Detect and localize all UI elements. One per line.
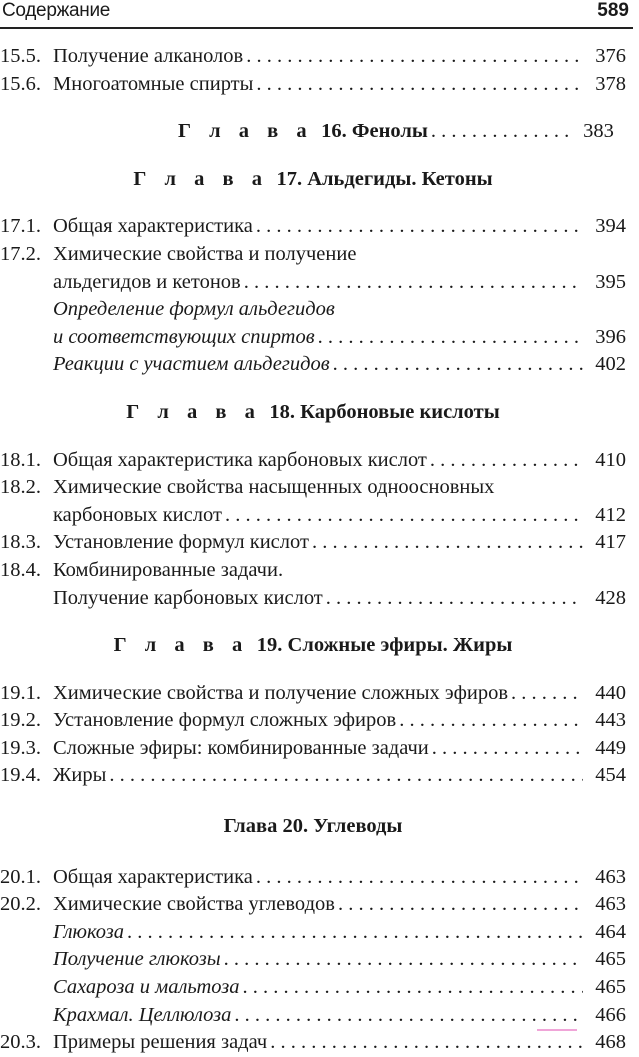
page-ref: 402 (595, 353, 626, 376)
section-title: Получение карбоновых кислот (53, 586, 323, 609)
toc-entry[interactable] (0, 529, 626, 557)
toc-subentry[interactable] (0, 324, 626, 352)
toc-subentry[interactable] (0, 351, 626, 379)
section-number: 18.1. (0, 448, 41, 471)
dot-leader (127, 919, 583, 946)
dot-leader (270, 1029, 583, 1056)
section-number: 15.5. (0, 45, 41, 67)
dot-leader (224, 946, 583, 973)
section-title: Установление формул сложных эфиров (53, 709, 397, 732)
chapter-title: 18. Карбоновые кислоты (269, 400, 500, 423)
chapter-title: 19. Сложные эфиры. Жиры (256, 634, 513, 657)
toc-entry[interactable] (0, 71, 626, 99)
page-ref: 410 (595, 448, 626, 471)
page-ref: 412 (595, 503, 626, 526)
page-ref: 465 (595, 976, 626, 999)
chapter-title: 17. Альдегиды. Кетоны (276, 167, 493, 190)
toc-entry[interactable] (0, 762, 626, 790)
toc-entry-continuation[interactable] (0, 502, 626, 530)
dot-leader (246, 43, 583, 70)
toc-entry[interactable] (0, 707, 626, 735)
page-ref: 378 (595, 72, 626, 95)
section-title: Химические свойства насыщенных одноосновных (53, 476, 495, 499)
section-title: альдегидов и кетонов (53, 270, 241, 293)
subsection-title: Реакции с участием альдегидов (53, 353, 330, 376)
toc-entry[interactable] (0, 680, 626, 708)
chapter-word: Г л а в а (178, 120, 314, 143)
chapter-word: Г л а в а (133, 167, 269, 190)
page-ref: 394 (595, 215, 626, 238)
page-ref: 465 (595, 948, 626, 971)
toc-subentry[interactable] (0, 974, 626, 1002)
running-title: Содержание (2, 0, 111, 21)
dot-leader (511, 680, 583, 707)
toc-entry[interactable] (0, 557, 626, 585)
page-ref: 428 (595, 586, 626, 609)
page-number: 589 (597, 0, 629, 21)
section-title: Химические свойства углеводов (53, 893, 335, 916)
toc-entry-continuation[interactable] (0, 269, 626, 297)
section-title: Примеры решения задач (53, 1031, 268, 1054)
section-title: Установление формул кислот (53, 531, 309, 554)
section-number: 19.4. (0, 764, 41, 787)
toc-subentry[interactable] (0, 296, 626, 324)
chapter-heading-20[interactable] (0, 813, 626, 841)
page-ref: 376 (595, 45, 626, 67)
page-ref: 464 (595, 920, 626, 943)
dot-leader (318, 324, 583, 351)
toc-entry[interactable] (0, 447, 626, 475)
page-ref: 466 (595, 1003, 626, 1026)
dot-leader (242, 974, 583, 1001)
page-ref: 449 (595, 736, 626, 759)
section-title: Многоатомные спирты (53, 72, 254, 95)
toc-entry[interactable] (0, 43, 626, 71)
section-number: 20.1. (0, 865, 41, 888)
page-ref: 454 (595, 764, 626, 787)
page-ref: 463 (595, 893, 626, 916)
subsection-title: Крахмал. Целлюлоза (53, 1003, 232, 1026)
section-number: 20.3. (0, 1031, 41, 1054)
chapter-word: Г л а в а (113, 634, 249, 657)
subsection-title: Определение формул альдегидов (53, 298, 335, 321)
section-title: Химические свойства и получение сложных эфиров (53, 681, 509, 704)
chapter-title: Глава 20. Углеводы (223, 815, 403, 838)
section-number: 18.3. (0, 531, 41, 554)
dot-leader (225, 502, 583, 529)
section-title: Общая характеристика (53, 865, 253, 888)
dot-leader (432, 735, 583, 762)
subsection-title: Сахароза и мальтоза (53, 976, 240, 999)
page-ref: 395 (595, 270, 626, 293)
section-number: 19.2. (0, 709, 41, 732)
dot-leader (326, 585, 583, 612)
dot-leader (256, 864, 583, 891)
dot-leader (430, 447, 583, 474)
toc-entry[interactable] (0, 864, 626, 892)
dot-leader (256, 71, 583, 98)
subsection-title: Глюкоза (53, 920, 124, 943)
chapter-title: 16. Фенолы (321, 120, 428, 143)
section-title: Получение алканолов (53, 45, 244, 67)
subsection-title: и соответствующих спиртов (53, 325, 315, 348)
toc-entry[interactable] (0, 1029, 626, 1057)
dot-leader (256, 213, 583, 240)
toc-entry[interactable] (0, 241, 626, 269)
section-title: карбоновых кислот (53, 503, 222, 526)
dot-leader (312, 529, 583, 556)
chapter-word: Г л а в а (126, 400, 262, 423)
section-number: 17.1. (0, 215, 41, 238)
section-title: Общая характеристика карбоновых кислот (53, 448, 427, 471)
page-ref: 383 (583, 120, 614, 143)
dot-leader (399, 707, 583, 734)
toc-entry[interactable] (0, 474, 626, 502)
chapter-heading-18[interactable] (0, 399, 626, 427)
page-ref: 396 (595, 325, 626, 348)
toc-subentry[interactable] (0, 1002, 626, 1030)
dot-leader (338, 891, 583, 918)
page-ref: 468 (595, 1031, 626, 1054)
dot-leader (234, 1002, 583, 1029)
toc-entry[interactable] (0, 891, 626, 919)
toc-subentry[interactable] (0, 946, 626, 974)
section-number: 19.3. (0, 736, 41, 759)
section-number: 15.6. (0, 72, 41, 95)
section-title: Комбинированные задачи. (53, 558, 284, 581)
section-number: 17.2. (0, 242, 41, 265)
section-number: 19.1. (0, 681, 41, 704)
toc-entry[interactable] (0, 735, 626, 763)
toc-entry-continuation[interactable] (0, 585, 626, 613)
table-of-contents (0, 43, 626, 1057)
section-title: Жиры (53, 764, 107, 787)
section-number: 18.2. (0, 476, 41, 499)
section-title: Химические свойства и получение (53, 242, 357, 265)
page-ref: 417 (595, 531, 626, 554)
section-title: Общая характеристика (53, 215, 253, 238)
page-ref: 440 (595, 681, 626, 704)
chapter-heading-17[interactable] (0, 166, 626, 194)
dot-leader (333, 351, 583, 378)
dot-leader (244, 269, 583, 296)
page-header (0, 0, 633, 29)
subsection-title: Получение глюкозы (53, 948, 221, 971)
chapter-heading-16[interactable] (0, 118, 626, 146)
dot-leader (109, 762, 583, 789)
section-number: 18.4. (0, 558, 41, 581)
page-ref: 443 (595, 709, 626, 732)
section-number: 20.2. (0, 893, 41, 916)
dot-leader (431, 118, 571, 145)
chapter-heading-19[interactable] (0, 632, 626, 660)
toc-subentry[interactable] (0, 919, 626, 947)
section-title: Сложные эфиры: комбинированные задачи (53, 736, 429, 759)
page-ref: 463 (595, 865, 626, 888)
toc-entry[interactable] (0, 213, 626, 241)
